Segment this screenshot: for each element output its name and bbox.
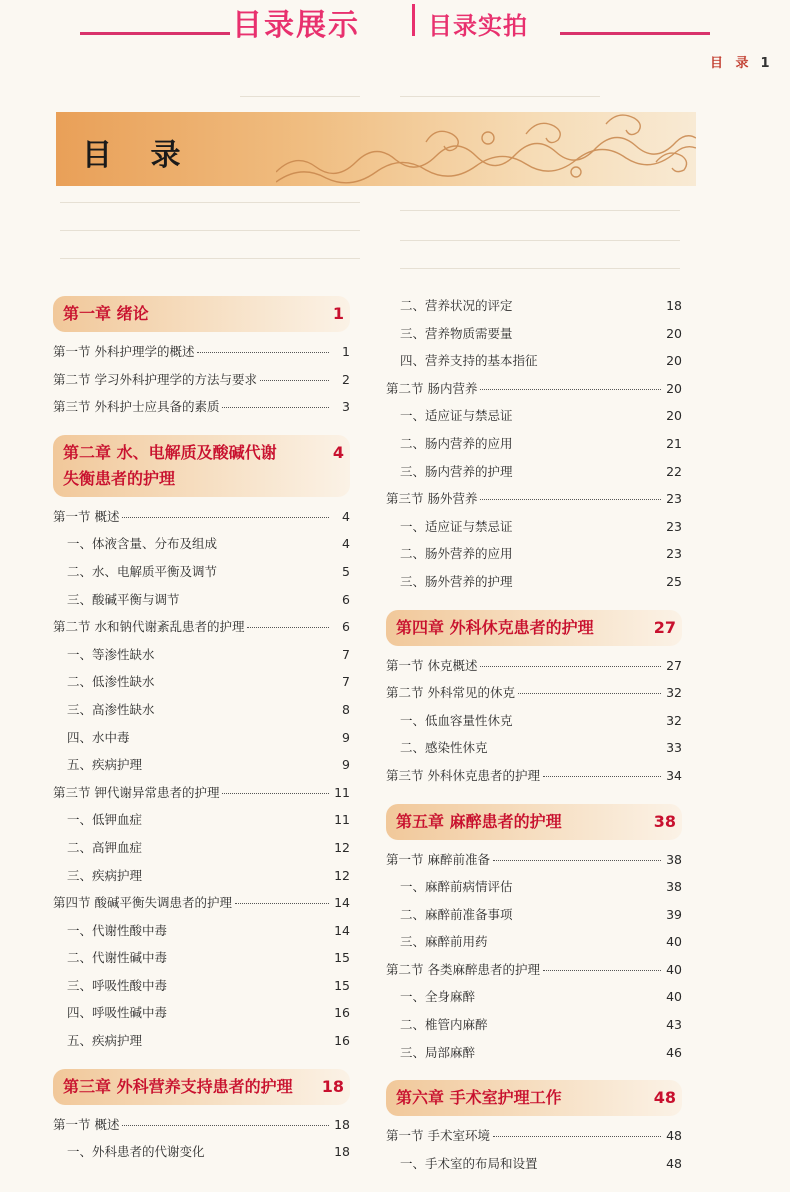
toc-subsection-entry[interactable] xyxy=(53,645,350,673)
toc-subsection-entry[interactable] xyxy=(53,590,350,618)
dot-leader xyxy=(170,1013,329,1014)
entry-page-number: 7 xyxy=(342,646,350,662)
toc-section-entry[interactable] xyxy=(53,397,350,425)
entry-title: 第三节 肠外营养 xyxy=(386,491,478,507)
toc-section-entry[interactable] xyxy=(53,1115,350,1143)
entry-title: 二、代谢性碱中毒 xyxy=(67,950,168,966)
entry-title: 第一节 外科护理学的概述 xyxy=(53,344,195,359)
chapter-page-number: 27 xyxy=(653,617,676,637)
entry-title: 一、体液含量、分布及组成 xyxy=(67,536,218,552)
entry-title: 二、肠外营养的应用 xyxy=(400,546,513,562)
toc-subsection-entry[interactable] xyxy=(386,1015,682,1043)
toc-subsection-entry[interactable] xyxy=(53,838,350,866)
bleed-through xyxy=(400,96,600,97)
entry-title: 一、低钾血症 xyxy=(67,812,143,828)
entry-title: 一、适应证与禁忌证 xyxy=(400,408,513,424)
dot-leader xyxy=(170,986,329,987)
toc-section-entry[interactable] xyxy=(53,893,350,921)
dot-leader xyxy=(516,334,661,335)
entry-page-number: 20 xyxy=(666,325,682,341)
toc-subsection-entry[interactable] xyxy=(53,921,350,949)
bleed-through xyxy=(400,210,680,211)
dot-leader xyxy=(158,682,329,683)
entry-title: 二、感染性休克 xyxy=(400,740,488,756)
toc-subsection-entry[interactable] xyxy=(386,517,682,545)
toc-section-entry[interactable] xyxy=(53,370,350,398)
entry-title: 第三节 外科护士应具备的素质 xyxy=(53,399,220,415)
entry-title: 第二节 各类麻醉患者的护理 xyxy=(386,961,540,977)
entry-page-number: 15 xyxy=(334,950,350,966)
toc-subsection-entry[interactable] xyxy=(386,932,682,960)
dot-leader xyxy=(197,352,329,353)
dot-leader xyxy=(491,748,661,749)
toc-subsection-entry[interactable] xyxy=(53,1003,350,1031)
entry-page-number: 16 xyxy=(334,1005,350,1021)
toc-title-band xyxy=(56,112,696,186)
entry-title: 三、肠外营养的护理 xyxy=(400,573,513,589)
toc-section-entry[interactable] xyxy=(386,850,682,878)
entry-page-number: 8 xyxy=(342,701,350,717)
toc-left-column xyxy=(53,296,350,1170)
dot-leader xyxy=(222,793,329,794)
toc-subsection-entry[interactable] xyxy=(386,987,682,1015)
entry-page-number: 3 xyxy=(342,399,350,415)
entry-title: 五、疾病护理 xyxy=(67,757,143,773)
dot-leader xyxy=(516,887,661,888)
wave-ornament xyxy=(276,112,696,186)
chapter-page-number: 38 xyxy=(653,811,676,831)
entry-title: 三、营养物质需要量 xyxy=(400,325,513,341)
entry-title: 第二节 水和钠代谢紊乱患者的护理 xyxy=(53,619,245,635)
toc-chapter-heading[interactable] xyxy=(53,1069,350,1105)
dot-leader xyxy=(493,860,661,861)
dot-leader xyxy=(516,306,661,307)
toc-section-entry[interactable] xyxy=(386,1126,682,1154)
chapter-title: 第五章 麻醉患者的护理 xyxy=(396,811,562,831)
entry-title: 第一节 手术室环境 xyxy=(386,1128,490,1144)
spacer xyxy=(53,425,350,435)
dot-leader xyxy=(133,738,329,739)
entry-page-number: 23 xyxy=(666,491,682,507)
entry-page-number: 18 xyxy=(334,1116,350,1132)
dot-leader xyxy=(516,554,661,555)
dot-leader xyxy=(480,666,661,667)
entry-page-number: 6 xyxy=(342,591,350,607)
dot-leader xyxy=(260,380,329,381)
dot-leader xyxy=(516,582,661,583)
entry-page-number: 6 xyxy=(342,619,350,635)
toc-subsection-entry[interactable] xyxy=(386,1043,682,1071)
entry-page-number: 25 xyxy=(666,573,682,589)
toc-subsection-entry[interactable] xyxy=(53,810,350,838)
toc-subsection-entry[interactable] xyxy=(386,351,682,379)
dot-leader xyxy=(516,416,661,417)
toc-section-entry[interactable] xyxy=(386,766,682,794)
entry-title: 一、代谢性酸中毒 xyxy=(67,922,168,938)
toc-section-entry[interactable] xyxy=(386,960,682,988)
toc-subsection-entry[interactable] xyxy=(53,700,350,728)
entry-page-number: 14 xyxy=(334,895,350,911)
banner xyxy=(0,0,790,46)
toc-subsection-entry[interactable] xyxy=(386,711,682,739)
entry-page-number: 32 xyxy=(666,685,682,701)
banner-title: 目录展示 xyxy=(232,8,360,43)
entry-page-number: 20 xyxy=(666,408,682,424)
toc-section-entry[interactable] xyxy=(386,489,682,517)
entry-page-number: 39 xyxy=(666,906,682,922)
entry-page-number: 38 xyxy=(666,879,682,895)
toc-subsection-entry[interactable] xyxy=(53,728,350,756)
entry-page-number: 9 xyxy=(342,729,350,745)
dot-leader xyxy=(220,572,329,573)
entry-title: 三、酸碱平衡与调节 xyxy=(67,591,180,607)
entry-page-number: 43 xyxy=(666,1017,682,1033)
entry-title: 第三节 钾代谢异常患者的护理 xyxy=(53,784,220,800)
bleed-through xyxy=(400,268,680,269)
toc-subsection-entry[interactable] xyxy=(386,877,682,905)
toc-subsection-entry[interactable] xyxy=(53,562,350,590)
chapter-page-number: 48 xyxy=(653,1088,676,1108)
entry-title: 四、营养支持的基本指征 xyxy=(400,353,538,369)
entry-page-number: 12 xyxy=(334,867,350,883)
entry-page-number: 40 xyxy=(666,961,682,977)
chapter-page-number: 18 xyxy=(321,1076,344,1096)
chapter-title: 第三章 外科营养支持患者的护理 xyxy=(63,1076,293,1096)
entry-page-number: 21 xyxy=(666,435,682,451)
entry-title: 第一节 概述 xyxy=(53,1116,120,1132)
entry-page-number: 23 xyxy=(666,518,682,534)
entry-title: 二、营养状况的评定 xyxy=(400,298,513,313)
entry-page-number: 11 xyxy=(334,784,350,800)
dot-leader xyxy=(158,710,329,711)
running-head-page: 1 xyxy=(760,56,774,71)
entry-title: 第一节 麻醉前准备 xyxy=(386,851,490,867)
entry-page-number: 1 xyxy=(342,344,350,359)
dot-leader xyxy=(541,361,661,362)
entry-title: 一、外科患者的代谢变化 xyxy=(67,1144,205,1160)
dot-leader xyxy=(478,997,661,998)
dot-leader xyxy=(145,876,329,877)
entry-title: 第二节 学习外科护理学的方法与要求 xyxy=(53,371,257,387)
entry-title: 四、水中毒 xyxy=(67,729,130,745)
bleed-through xyxy=(60,202,360,203)
toc-subsection-entry[interactable] xyxy=(386,324,682,352)
entry-title: 第三节 外科休克患者的护理 xyxy=(386,767,540,783)
spacer xyxy=(386,600,682,610)
entry-title: 一、全身麻醉 xyxy=(400,989,476,1005)
entry-page-number: 32 xyxy=(666,712,682,728)
entry-title: 一、低血容量性休克 xyxy=(400,712,513,728)
bleed-through xyxy=(60,230,360,231)
banner-divider xyxy=(412,4,415,36)
entry-page-number: 4 xyxy=(342,508,350,524)
toc-section-entry[interactable] xyxy=(386,656,682,684)
bleed-through xyxy=(400,240,680,241)
toc-chapter-heading[interactable] xyxy=(386,610,682,646)
dot-leader xyxy=(480,389,661,390)
dot-leader xyxy=(235,903,329,904)
entry-page-number: 20 xyxy=(666,353,682,369)
toc-subsection-entry[interactable] xyxy=(53,1142,350,1170)
entry-page-number: 18 xyxy=(334,1144,350,1160)
entry-title: 一、适应证与禁忌证 xyxy=(400,518,513,534)
toc-subsection-entry[interactable] xyxy=(53,534,350,562)
entry-page-number: 33 xyxy=(666,740,682,756)
banner-subtitle: 目录实拍 xyxy=(428,12,528,40)
toc-subsection-entry[interactable] xyxy=(53,672,350,700)
entry-title: 第一节 概述 xyxy=(53,508,120,524)
dot-leader xyxy=(491,1025,661,1026)
entry-page-number: 9 xyxy=(342,757,350,773)
dot-leader xyxy=(122,517,329,518)
chapter-page-number: 4 xyxy=(332,442,344,462)
entry-title: 二、低渗性缺水 xyxy=(67,674,155,690)
entry-page-number: 11 xyxy=(334,812,350,828)
entry-title: 一、手术室的布局和设置 xyxy=(400,1155,538,1171)
entry-page-number: 16 xyxy=(334,1033,350,1049)
chapter-title: 第四章 外科休克患者的护理 xyxy=(396,617,594,637)
toc-chapter-heading[interactable] xyxy=(386,804,682,840)
dot-leader xyxy=(493,1136,661,1137)
entry-title: 三、高渗性缺水 xyxy=(67,701,155,717)
dot-leader xyxy=(516,915,661,916)
dot-leader xyxy=(145,1041,329,1042)
dot-leader xyxy=(145,765,329,766)
toc-subsection-entry[interactable] xyxy=(386,1154,682,1182)
dot-leader xyxy=(543,776,661,777)
entry-title: 二、高钾血症 xyxy=(67,839,143,855)
dot-leader xyxy=(516,444,661,445)
dot-leader xyxy=(208,1152,329,1153)
dot-leader xyxy=(518,693,661,694)
entry-page-number: 27 xyxy=(666,657,682,673)
entry-title: 二、水、电解质平衡及调节 xyxy=(67,563,218,579)
dot-leader xyxy=(516,527,661,528)
dot-leader xyxy=(145,820,329,821)
entry-page-number: 12 xyxy=(334,839,350,855)
toc-section-entry[interactable] xyxy=(53,617,350,645)
dot-leader xyxy=(145,848,329,849)
entry-title: 第二节 外科常见的休克 xyxy=(386,685,515,701)
entry-page-number: 34 xyxy=(666,767,682,783)
entry-page-number: 46 xyxy=(666,1044,682,1060)
dot-leader xyxy=(516,472,661,473)
dot-leader xyxy=(170,931,329,932)
entry-page-number: 40 xyxy=(666,989,682,1005)
toc-section-entry[interactable] xyxy=(386,683,682,711)
entry-page-number: 22 xyxy=(666,463,682,479)
toc-subsection-entry[interactable] xyxy=(386,434,682,462)
toc-subsection-entry[interactable] xyxy=(386,406,682,434)
entry-title: 二、肠内营养的应用 xyxy=(400,435,513,451)
toc-section-entry[interactable] xyxy=(53,342,350,370)
entry-title: 三、呼吸性酸中毒 xyxy=(67,977,168,993)
toc-section-entry[interactable] xyxy=(53,783,350,811)
toc-subsection-entry[interactable] xyxy=(386,905,682,933)
entry-title: 第四节 酸碱平衡失调患者的护理 xyxy=(53,895,232,911)
toc-subsection-entry[interactable] xyxy=(53,755,350,783)
chapter-title: 第二章 水、电解质及酸碱代谢 失衡患者的护理 xyxy=(63,442,277,488)
entry-page-number: 18 xyxy=(666,298,682,313)
dot-leader xyxy=(480,499,661,500)
entry-page-number: 40 xyxy=(666,934,682,950)
dot-leader xyxy=(478,1053,661,1054)
dot-leader xyxy=(516,721,661,722)
dot-leader xyxy=(222,407,329,408)
dot-leader xyxy=(158,655,329,656)
entry-title: 第一节 休克概述 xyxy=(386,657,478,673)
toc-subsection-entry[interactable] xyxy=(53,976,350,1004)
dot-leader xyxy=(541,1164,661,1165)
running-head-label: 目 录 xyxy=(710,56,753,71)
toc-subsection-entry[interactable] xyxy=(386,544,682,572)
entry-title: 四、呼吸性碱中毒 xyxy=(67,1005,168,1021)
entry-page-number: 23 xyxy=(666,546,682,562)
spacer xyxy=(386,1070,682,1080)
toc-right-column xyxy=(386,296,682,1181)
toc-subsection-entry[interactable] xyxy=(386,738,682,766)
bleed-through xyxy=(240,96,360,97)
banner-rule-right xyxy=(560,32,710,35)
entry-page-number: 48 xyxy=(666,1128,682,1144)
running-head xyxy=(710,52,774,71)
toc-subsection-entry[interactable] xyxy=(53,866,350,894)
entry-page-number: 5 xyxy=(342,563,350,579)
dot-leader xyxy=(183,600,329,601)
entry-page-number: 7 xyxy=(342,674,350,690)
entry-page-number: 20 xyxy=(666,380,682,396)
entry-page-number: 2 xyxy=(342,371,350,387)
dot-leader xyxy=(170,958,329,959)
entry-title: 二、椎管内麻醉 xyxy=(400,1017,488,1033)
entry-title: 一、麻醉前病情评估 xyxy=(400,879,513,895)
entry-title: 二、麻醉前准备事项 xyxy=(400,906,513,922)
dot-leader xyxy=(122,1125,329,1126)
toc-subsection-entry[interactable] xyxy=(53,948,350,976)
entry-page-number: 14 xyxy=(334,922,350,938)
entry-page-number: 48 xyxy=(666,1155,682,1171)
dot-leader xyxy=(220,544,329,545)
spacer xyxy=(386,794,682,804)
bleed-through xyxy=(60,258,360,259)
entry-page-number: 38 xyxy=(666,851,682,867)
entry-page-number: 15 xyxy=(334,977,350,993)
chapter-title: 第六章 手术室护理工作 xyxy=(396,1088,562,1108)
chapter-page-number: 1 xyxy=(332,304,344,323)
entry-title: 第二节 肠内营养 xyxy=(386,380,478,396)
toc-subsection-entry[interactable] xyxy=(386,296,682,324)
chapter-title: 第一章 绪论 xyxy=(63,304,149,323)
toc-title: 目 录 xyxy=(82,138,195,173)
toc-subsection-entry[interactable] xyxy=(53,1031,350,1059)
toc-chapter-heading[interactable] xyxy=(53,296,350,332)
dot-leader xyxy=(543,970,661,971)
banner-rule-left xyxy=(80,32,230,35)
entry-title: 三、疾病护理 xyxy=(67,867,143,883)
entry-title: 三、肠内营养的护理 xyxy=(400,463,513,479)
toc-chapter-heading[interactable] xyxy=(386,1080,682,1116)
entry-title: 三、麻醉前用药 xyxy=(400,934,488,950)
toc-chapter-heading[interactable] xyxy=(53,435,350,497)
entry-title: 五、疾病护理 xyxy=(67,1033,143,1049)
toc-section-entry[interactable] xyxy=(386,379,682,407)
entry-title: 一、等渗性缺水 xyxy=(67,646,155,662)
toc-subsection-entry[interactable] xyxy=(386,572,682,600)
dot-leader xyxy=(247,627,329,628)
dot-leader xyxy=(491,942,661,943)
spacer xyxy=(53,1059,350,1069)
entry-title: 三、局部麻醉 xyxy=(400,1044,476,1060)
toc-subsection-entry[interactable] xyxy=(386,462,682,490)
toc-section-entry[interactable] xyxy=(53,507,350,535)
entry-page-number: 4 xyxy=(342,536,350,552)
